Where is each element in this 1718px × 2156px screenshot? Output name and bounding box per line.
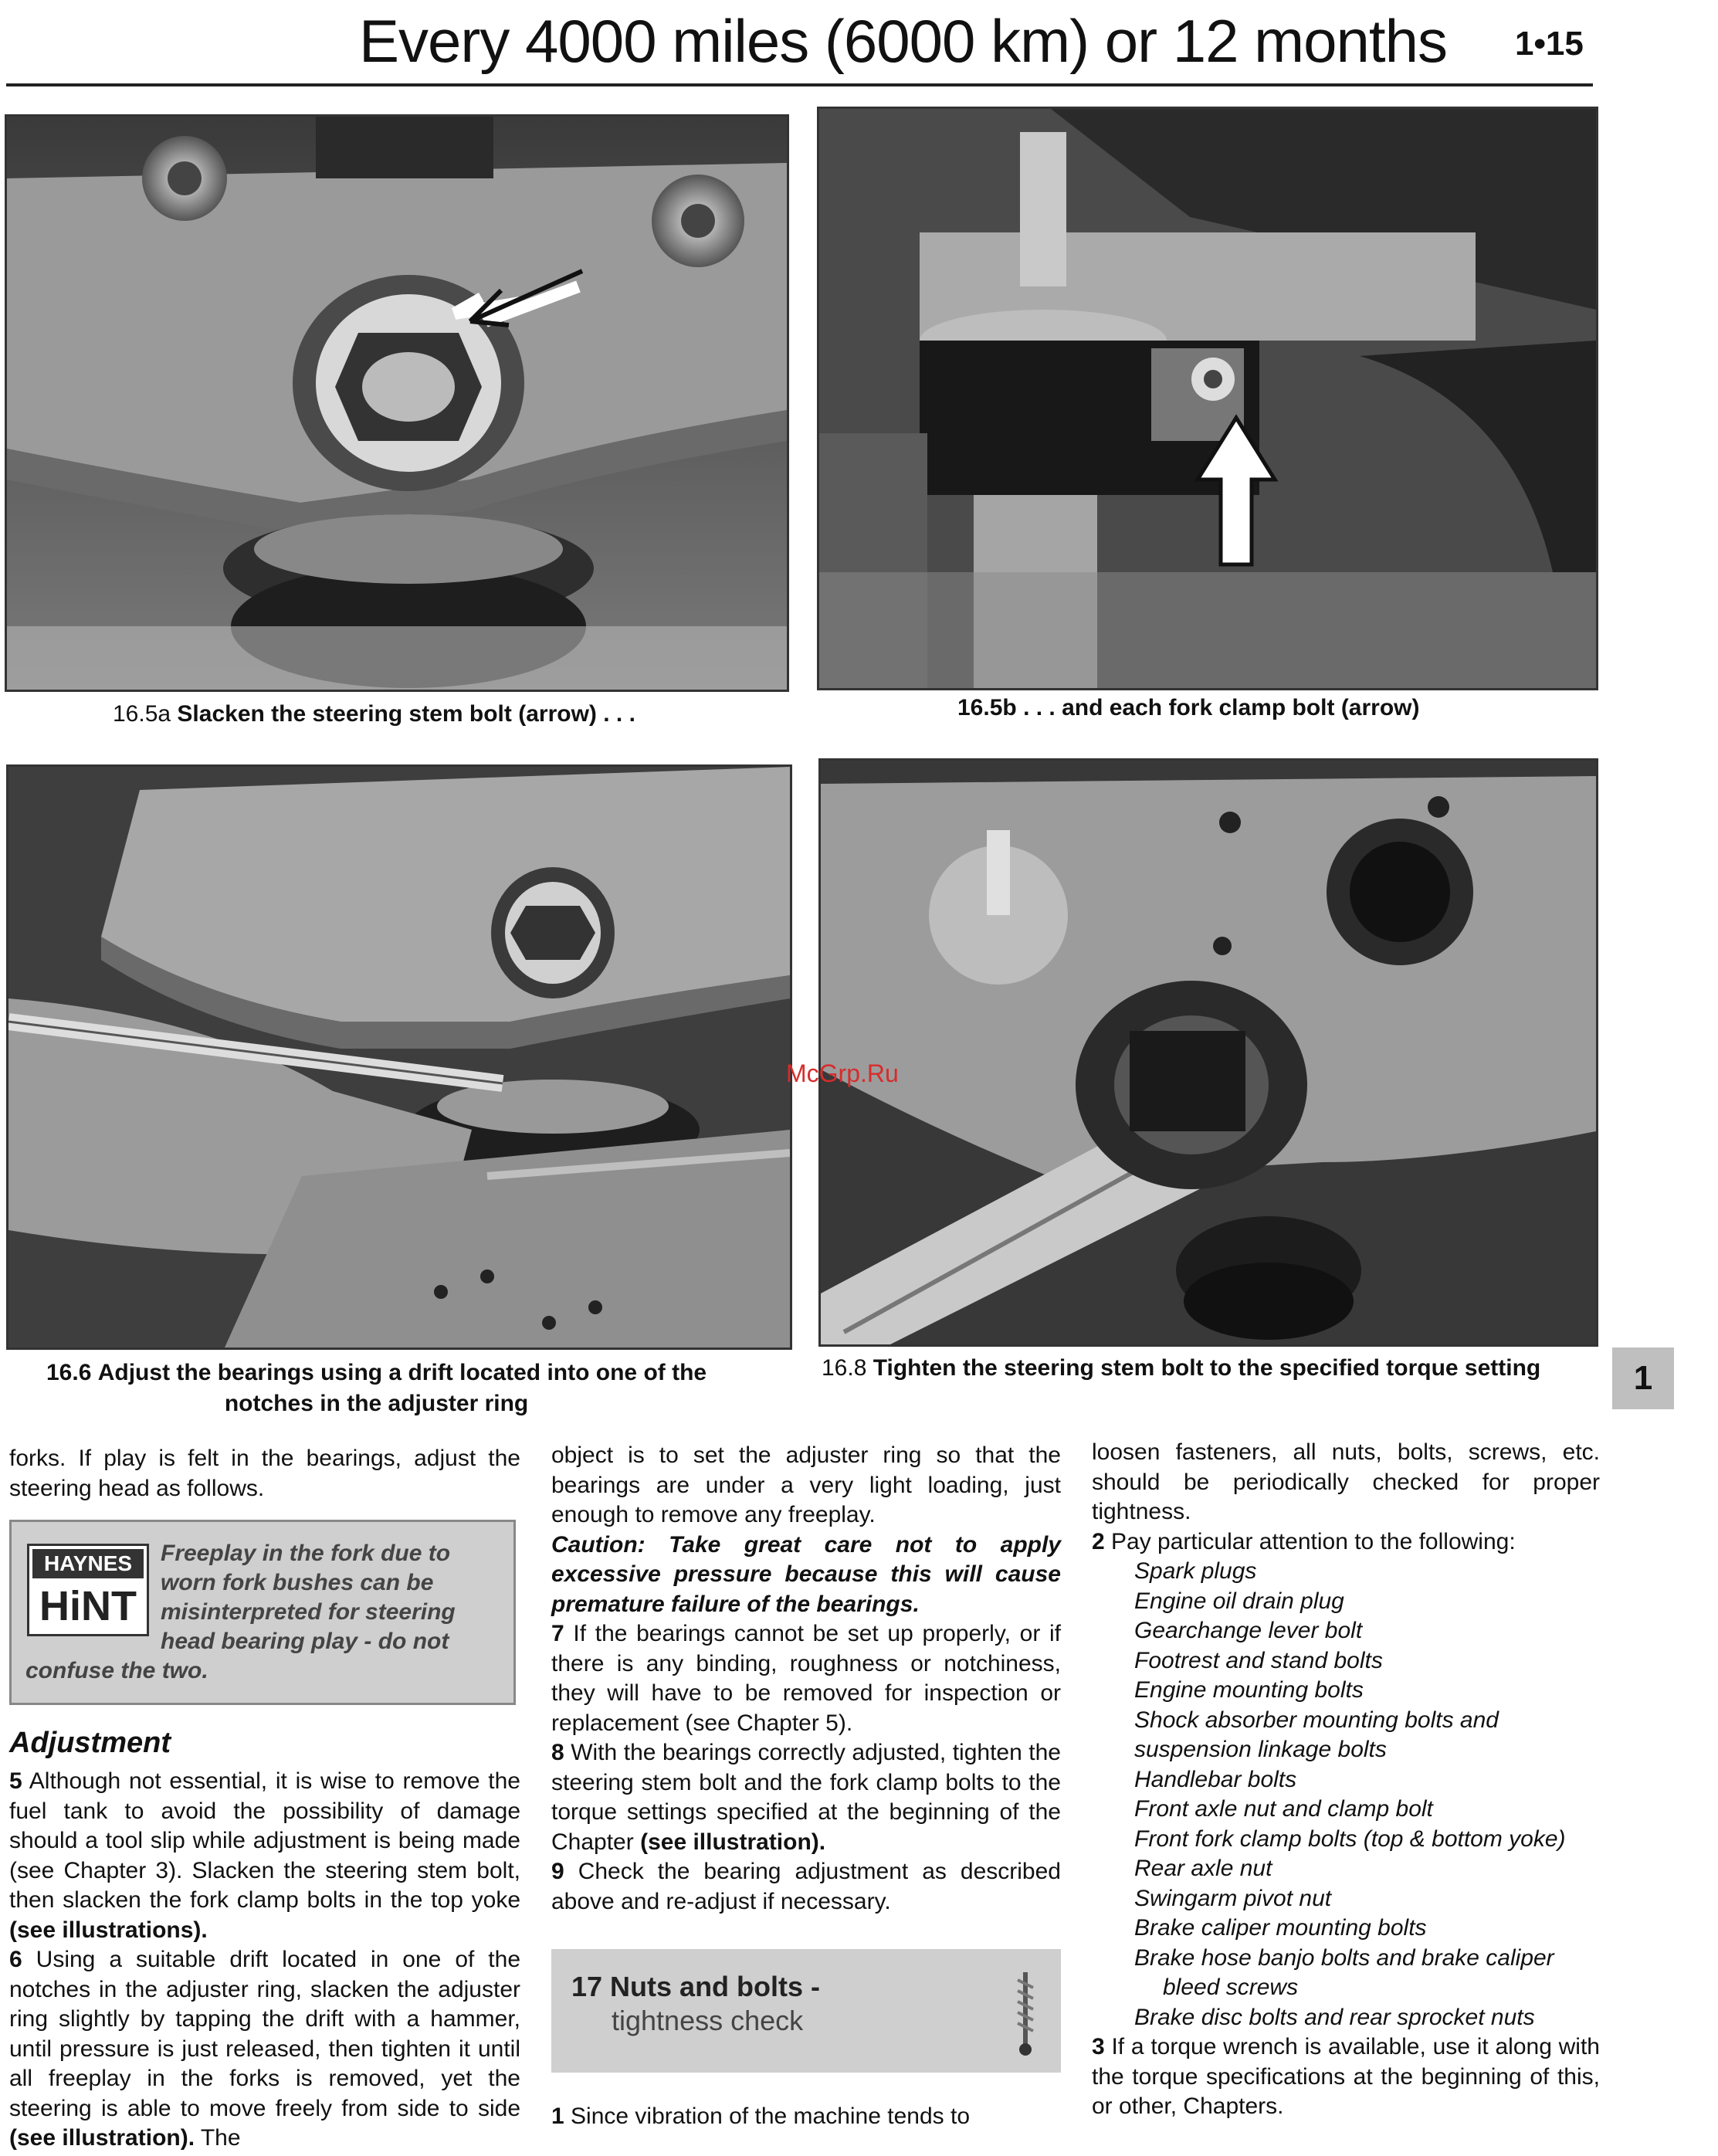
section-heading-adjustment: Adjustment (9, 1727, 171, 1759)
caption-number: 16.5b (957, 695, 1017, 720)
hint-text: Freeplay in the fork due to worn fork bushes can be misinterpreted for steering head bearing play - do not confuse the two. (25, 1541, 456, 1683)
caption-text-line-2: notches in the adjuster ring (224, 1391, 529, 1416)
col1-intro: forks. If play is felt in the bearings, adjust the steering head as follows. (9, 1446, 520, 1501)
column-2-bottom (551, 2102, 1061, 2132)
chapter-tab: 1 (1612, 1348, 1674, 1409)
fastener-checklist (1092, 1557, 1600, 2032)
column-2 (551, 1441, 1061, 1917)
caption-number: 16.6 (46, 1360, 92, 1385)
list-item: Front axle nut and clamp bolt (1134, 1796, 1433, 1822)
list-item: Front fork clamp bolts (top & bottom yoke) (1134, 1825, 1566, 1852)
list-item: Brake caliper mounting bolts (1134, 1915, 1427, 1941)
paragraph-5 (9, 1767, 520, 1945)
caption-number: 16.8 (822, 1355, 867, 1381)
list-item: Gearchange lever bolt (1134, 1618, 1363, 1643)
hint-logo-bottom: HiNT (39, 1583, 137, 1629)
illustration-ref: (see illustration). (9, 2125, 195, 2151)
paragraph-text: If the bearings cannot be set up properly, or if there is any binding, roughness or notchiness, they will have to be removed for inspection or replacement (see Chapter 5). (551, 1621, 1061, 1736)
caption-16-6 (46, 1358, 707, 1419)
paragraph-number: 8 (551, 1740, 564, 1765)
paragraph-text: Although not essential, it is wise to remove the fuel tank to avoid the possibility of damage should a tool slip while adjustment is being made (see Chapter 3). Slacken the steering stem bolt, then slacken the fork clamp bolts in the top yoke (9, 1768, 520, 1913)
list-item: Swingarm pivot nut (1134, 1885, 1332, 1911)
header-divider (6, 83, 1593, 86)
list-item: Handlebar bolts (1134, 1766, 1297, 1792)
caption-16-5a (113, 701, 635, 727)
col2-continuation: object is to set the adjuster ring so that the bearings are under a very light loading, just enough to remove any freeplay. (551, 1442, 1061, 1527)
list-item: Spark plugs (1134, 1558, 1257, 1584)
caption-text-line-1: Adjust the bearings using a drift located into one of the (97, 1360, 707, 1385)
photo-16-6 (6, 764, 792, 1350)
illustration-ref: (see illustration). (640, 1829, 826, 1855)
paragraph-number: 2 (1092, 1528, 1105, 1554)
column-1-body (9, 1767, 520, 2154)
paragraph-number: 7 (551, 1621, 564, 1646)
paragraph-9 (551, 1857, 1061, 1917)
caption-text: Tighten the steering stem bolt to the specified torque setting (873, 1355, 1541, 1381)
paragraph-text: If a torque wrench is available, use it along with the torque specifications at the beginning of this, or other, Chapters. (1092, 2034, 1600, 2119)
paragraph-number: 3 (1092, 2034, 1105, 2059)
paragraph-number: 6 (9, 1947, 22, 1972)
illustration-ref: (see illustrations). (9, 1917, 208, 1943)
list-item: Engine oil drain plug (1134, 1588, 1344, 1614)
list-item: Engine mounting bolts (1134, 1677, 1364, 1703)
paragraph-number: 1 (551, 2103, 564, 2129)
photo-16-5b (817, 107, 1598, 690)
caption-text: . . . and each fork clamp bolt (arrow) (1023, 695, 1420, 720)
caption-line-1 (46, 1358, 707, 1388)
paragraph-tail: The (200, 2125, 241, 2151)
page-number: 1•15 (1515, 25, 1584, 63)
section-17-title: 17 Nuts and bolts - (571, 1971, 821, 2002)
haynes-hint-box (9, 1520, 516, 1705)
caption-text: Slacken the steering stem bolt (arrow) . . . (177, 701, 635, 727)
caption-number: 16.5a (113, 701, 171, 727)
section-17-heading-box (551, 1949, 1061, 2073)
caption-line-2 (46, 1388, 707, 1419)
list-item: suspension linkage bolts (1134, 1737, 1387, 1762)
paragraph-3 (1092, 2032, 1600, 2122)
paragraph-6 (9, 1945, 520, 2154)
column-3 (1092, 1438, 1600, 2122)
caption-16-5b (957, 695, 1420, 721)
list-item: Shock absorber mounting bolts and (1134, 1707, 1499, 1733)
list-item: Footrest and stand bolts (1134, 1647, 1383, 1673)
caption-16-8 (822, 1355, 1540, 1381)
section-17-subtitle: tightness check (612, 2005, 804, 2036)
paragraph-2 (1092, 1527, 1600, 1558)
paragraph-text: Pay particular attention to the following: (1111, 1528, 1516, 1554)
list-item: bleed screws (1163, 1975, 1299, 2000)
photo-16-5a (5, 114, 789, 692)
caution-note: Caution: Take great care not to apply excessive pressure because this will cause premature failure of the bearings. (551, 1531, 1061, 1617)
paragraph-text: Since vibration of the machine tends to (571, 2103, 971, 2129)
col3-continuation: loosen fasteners, all nuts, bolts, screws, etc. should be periodically checked for proper tightness. (1092, 1439, 1600, 1524)
list-item: Rear axle nut (1134, 1856, 1272, 1881)
paragraph-text: With the bearings correctly adjusted, tighten the steering stem bolt and the fork clamp bolts to the torque settings specified at the beginning of the Chapter (551, 1740, 1061, 1855)
watermark: McGrp.Ru (786, 1059, 899, 1087)
paragraph-1 (551, 2102, 1061, 2132)
paragraph-number: 5 (9, 1768, 22, 1794)
paragraph-text: Check the bearing adjustment as described above and re-adjust if necessary. (551, 1859, 1061, 1914)
page-title: Every 4000 miles (6000 km) or 12 months (359, 7, 1447, 75)
paragraph-7 (551, 1619, 1061, 1738)
column-1 (9, 1444, 520, 1503)
paragraph-text: Using a suitable drift located in one of the notches in the adjuster ring, slacken the adjuster ring slightly by tapping the drift with a hammer, until pressure is just released, then tighten it until all freeplay in the forks is removed, yet the steering is able to move freely from side to side (9, 1947, 520, 2121)
paragraph-8 (551, 1738, 1061, 1857)
list-item: Brake hose banjo bolts and brake caliper (1134, 1944, 1554, 1971)
haynes-hint-logo (27, 1544, 149, 1636)
hint-logo-top: HAYNES (32, 1549, 144, 1578)
list-item: Brake disc bolts and rear sprocket nuts (1134, 2004, 1535, 2030)
spanner-difficulty-icon (1002, 1964, 1049, 2057)
photo-16-8 (818, 758, 1598, 1347)
paragraph-number: 9 (551, 1859, 564, 1884)
